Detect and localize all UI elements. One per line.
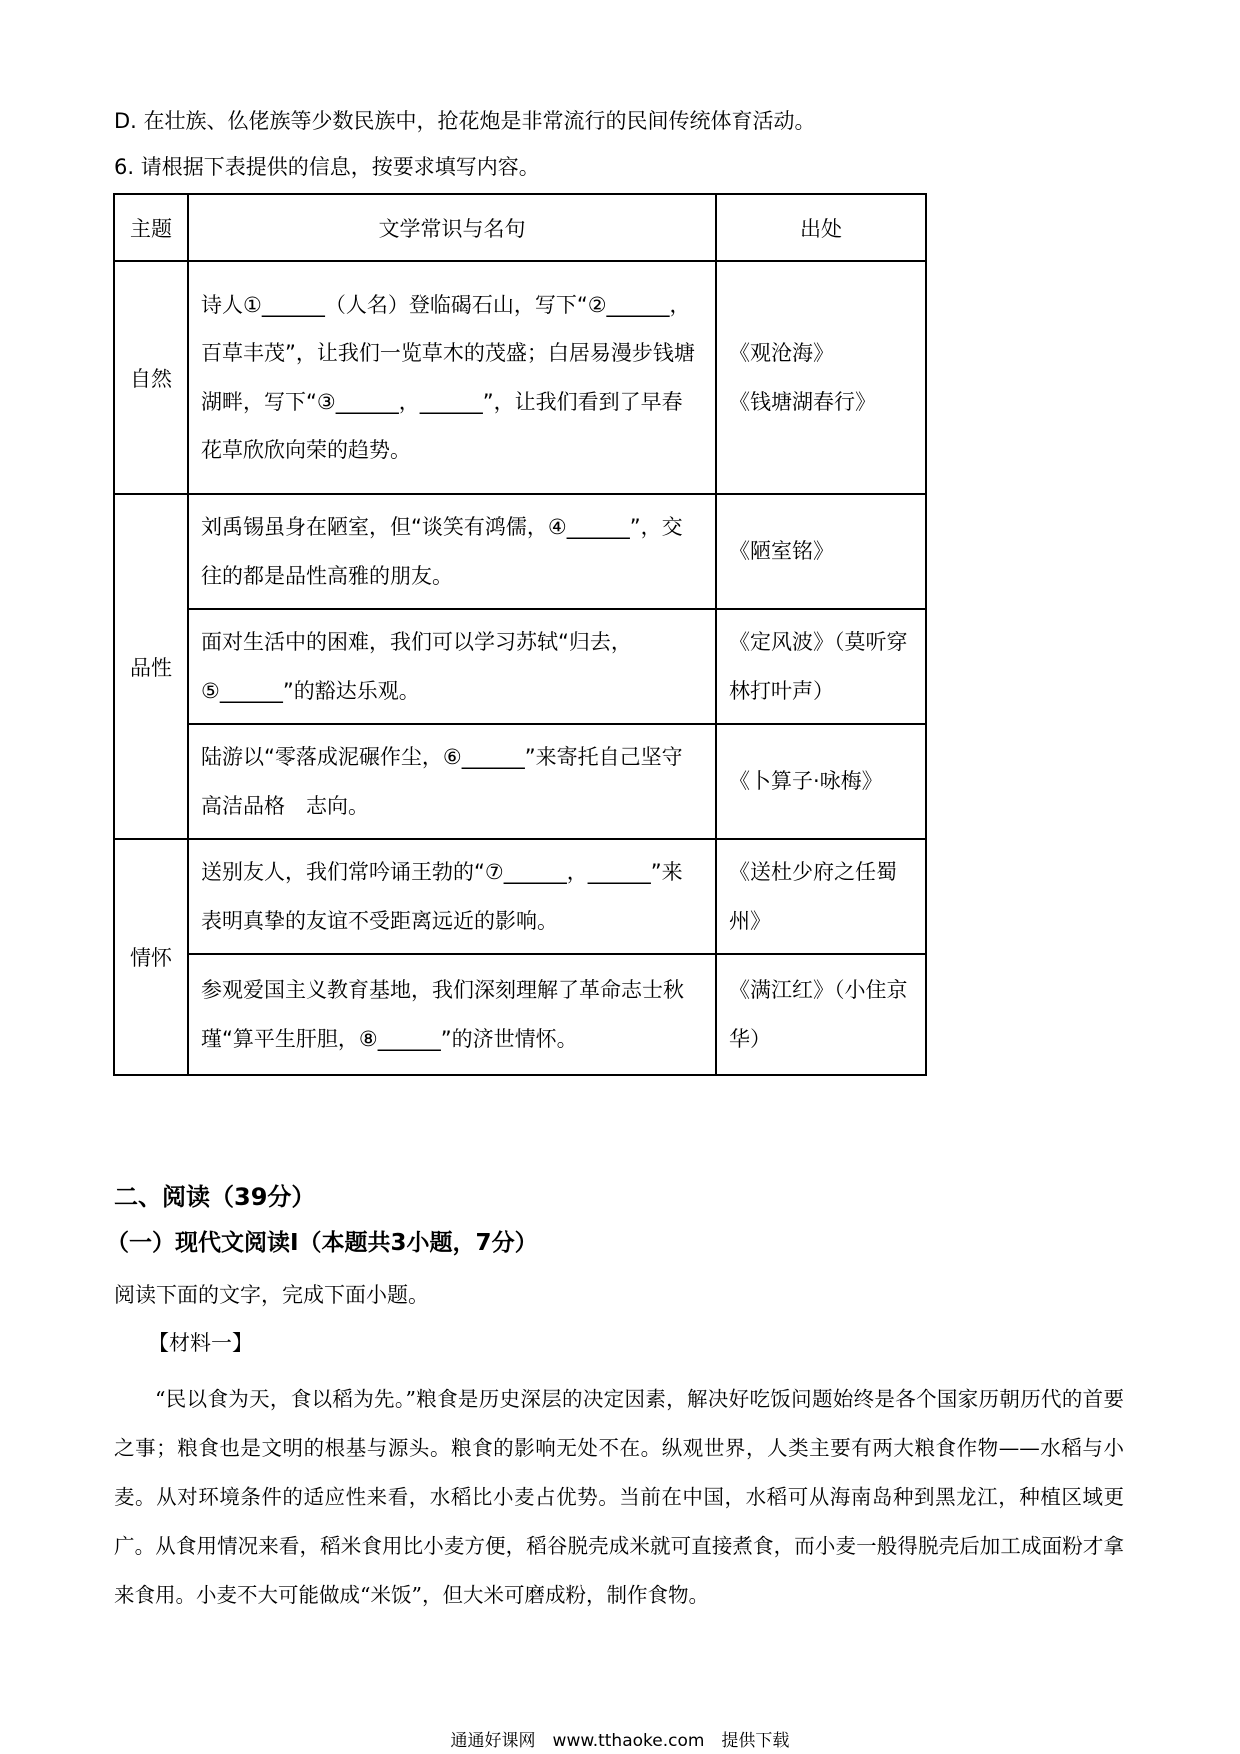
table-row [114,494,926,609]
source-cell [716,494,926,609]
table-header-row [114,194,926,261]
table-row [114,261,926,494]
content-cell: 诗人①______（人名）登临碣石山，写下“②______，百草丰茂”，让我们一览草木的茂盛；白居易漫步钱塘湖畔，写下“③______，______”，让我们看到了早春花草欣欣向荣的趋势。 [188,261,716,494]
literature-table [113,193,927,1076]
subsection-title: （一）现代文阅读Ⅰ（本题共3小题，7分） [106,1230,538,1256]
table-row [114,839,926,954]
page-footer: 通通好课网 www.tthaoke.com 提供下载 [450,1731,790,1751]
source-cell [716,954,926,1075]
table-row [114,954,926,1075]
source-text: 《满江红》（小住京华） [729,978,908,1051]
theme-cell: 自然 [114,261,188,494]
option-d: D. 在壮族、仫佬族等少数民族中，抢花炮是非常流行的民间传统体育活动。 [114,109,816,133]
theme-cell: 情怀 [114,839,188,1075]
source-text: 《陋室铭》 [729,539,834,564]
section-title: 二、阅读（39分） [114,1183,316,1211]
source-cell [716,724,926,839]
header-source: 出处 [716,194,926,261]
content-cell: 陆游以“零落成泥碾作尘，⑥______”来寄托自己坚守高洁品格 志向。 [188,724,716,839]
content-cell: 刘禹锡虽身在陋室，但“谈笑有鸿儒，④______”，交往的都是品性高雅的朋友。 [188,494,716,609]
source-text: 《钱塘湖春行》 [729,389,876,414]
header-content: 文学常识与名句 [188,194,716,261]
table-row [114,609,926,724]
source-text: 《观沧海》 [729,341,834,365]
reading-instruction: 阅读下面的文字，完成下面小题。 [114,1283,429,1307]
table-row [114,724,926,839]
content-cell: 面对生活中的困难，我们可以学习苏轼“归去，⑤______”的豁达乐观。 [188,609,716,724]
question-6-prompt: 6. 请根据下表提供的信息，按要求填写内容。 [114,155,540,179]
theme-cell: 品性 [114,494,188,839]
source-cell [716,839,926,954]
content-cell: 参观爱国主义教育基地，我们深刻理解了革命志士秋瑾“算平生肝胆，⑧______”的济世情怀。 [188,954,716,1075]
reading-passage: “民以食为天，食以稻为先。”粮食是历史深层的决定因素，解决好吃饭问题始终是各个国家历朝历代的首要之事；粮食也是文明的根基与源头。粮食的影响无处不在。纵观世界，人类主要有两大粮食作物——水稻与小麦。从对环境条件的适应性来看，水稻比小麦占优势。当前在中国，水稻可从海南岛种到黑龙江，种植区域更广。从食用情况来看，稻米食用比小麦方便，稻谷脱壳成米就可直接煮食，而小麦一般得脱壳后加工成面粉才拿来食用。小麦不大可能做成“米饭”，但大米可磨成粉，制作食物。 [114,1387,1124,1607]
header-theme: 主题 [114,194,188,261]
source-text: 《定风波》（莫听穿林打叶声） [729,630,908,703]
source-cell [716,261,926,494]
source-text: 《卜算子·咏梅》 [729,769,883,794]
content-cell: 送别友人，我们常吟诵王勃的“⑦______，______”来表明真挚的友谊不受距离远近的影响。 [188,839,716,954]
material-label: 【材料一】 [148,1331,253,1355]
source-text: 《送杜少府之任蜀州》 [729,860,897,933]
source-cell [716,609,926,724]
